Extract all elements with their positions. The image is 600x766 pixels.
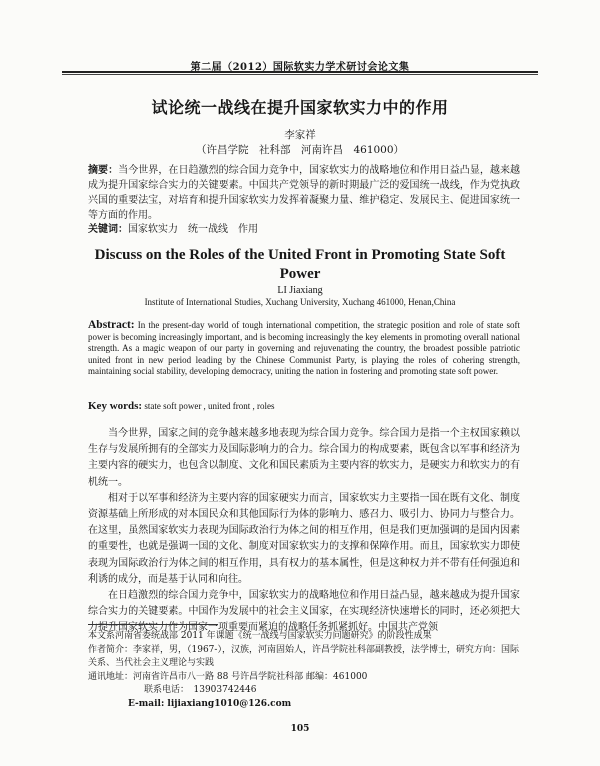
abstract-english [88,320,520,378]
author-chinese: 李家祥 [284,129,316,141]
header-rule [62,71,538,73]
title-english: Discuss on the Roles of the United Front in Promoting State Soft Power [94,247,506,282]
keywords-chinese [88,222,520,237]
abstract-chinese-label: 摘要： [88,165,119,176]
abstract-english-label: Abstract: [88,319,135,331]
abstract-chinese-text: 当今世界，在日趋激烈的综合国力竞争中，国家软实力的战略地位和作用日益凸显，越来越成为提升国家综合实力的关键要素。中国共产党领导的新时期最广泛的爱国统一战线，作为党执政兴国的重要法宝，对培育和提升国家软实力发挥着凝聚力量、维护稳定、发展民主、促进国家统一等方面的作用。 [88,165,521,221]
footnote-fund: 本文系河南省委统战部 2011 年课题《统一战线与国家软实力问题研究》的阶段性成果 [88,631,432,641]
footnote-address: 通讯地址：河南省许昌市八一路 88 号许昌学院社科部 邮编：461000 [88,671,368,682]
header-rule-thin [62,74,538,75]
footnote-author-bio: 作者简介：李家祥，男，（1967-），汉族，河南固始人，许昌学院社科部副教授，法学博士，研究方向：国际关系、当代社会主义理论与实践 [88,644,519,668]
affiliation-chinese: （许昌学院 社科部 河南许昌 461000） [195,144,405,156]
keywords-chinese-label: 关键词： [88,224,128,235]
footnote-rule [88,624,218,625]
footnote-email: E-mail: lijiaxiang1010@126.com [128,698,292,709]
keywords-english [88,400,520,412]
abstract-english-text: In the present-day world of tough international competition, the strategic position and role of state soft power is becoming increasingly important, and is becoming increasingly the key elements in promoting overall national strength. As a magic weapon of our party in governing and rejuvenating the country, the broadest possible patriotic united front in new period leading by the Chinese Communist Party, is playing the roles of cohering strength, maintaining social stability, developing democracy, uniting the nation in fostering and promoting state soft power. [88,320,520,377]
body-text [88,426,520,637]
abstract-chinese [88,163,520,223]
footnote-phone: 联系电话： 13903742446 [144,685,257,695]
body-paragraph: 在日趋激烈的综合国力竞争中，国家软实力的战略地位和作用日益凸显，越来越成为提升国家综合实力的关键要素。中国作为发展中的社会主义国家，在实现经济快速增长的同时，还必须把大力提升国家软实力作为国家一项重要而紧迫的战略任务抓紧抓好。中国共产党领 [88,590,520,634]
running-header: 第二届（2012）国际软实力学术研讨会论文集 [190,62,410,73]
body-paragraph: 相对于以军事和经济为主要内容的国家硬实力而言，国家软实力主要指一国在既有文化、制度资源基础上所形成的对本国民众和其他国际行为体的影响力、感召力、吸引力、协同力与整合力。在这里，虽然国家软实力表现为国际政治行为体之间的相互作用，但是我们更加强调的是国内因素的重要性，也就是强调一国的文化、制度对国家软实力的支撑和保障作用。而且，国家软实力即使表现为国际政治行为体之间的相互作用，具有权力的基本属性，但是这种权力并不带有任何强迫和利诱的成分，而是基于认同和向往。 [88,492,520,585]
author-english: LI Jiaxiang [277,285,323,296]
page-number: 105 [290,724,310,734]
title-chinese: 试论统一战线在提升国家软实力中的作用 [151,98,449,117]
keywords-chinese-text: 国家软实力 统一战线 作用 [128,224,258,235]
keywords-english-label: Key words: [88,400,143,412]
body-paragraph: 当今世界，国家之间的竞争越来越多地表现为综合国力竞争。综合国力是指一个主权国家赖以生存与发展所拥有的全部实力及国际影响力的合力。综合国力的构成要素，既包含以军事和经济为主要内容的硬实力，也包含以制度、文化和国民素质为主要内容的软实力，是硬实力和软实力的有机统一。 [88,428,520,488]
affiliation-english: Institute of International Studies, Xuchang University, Xuchang 461000, Henan,China [144,297,456,307]
keywords-english-text: state soft power , united front , roles [142,401,275,411]
footnotes [88,630,520,711]
